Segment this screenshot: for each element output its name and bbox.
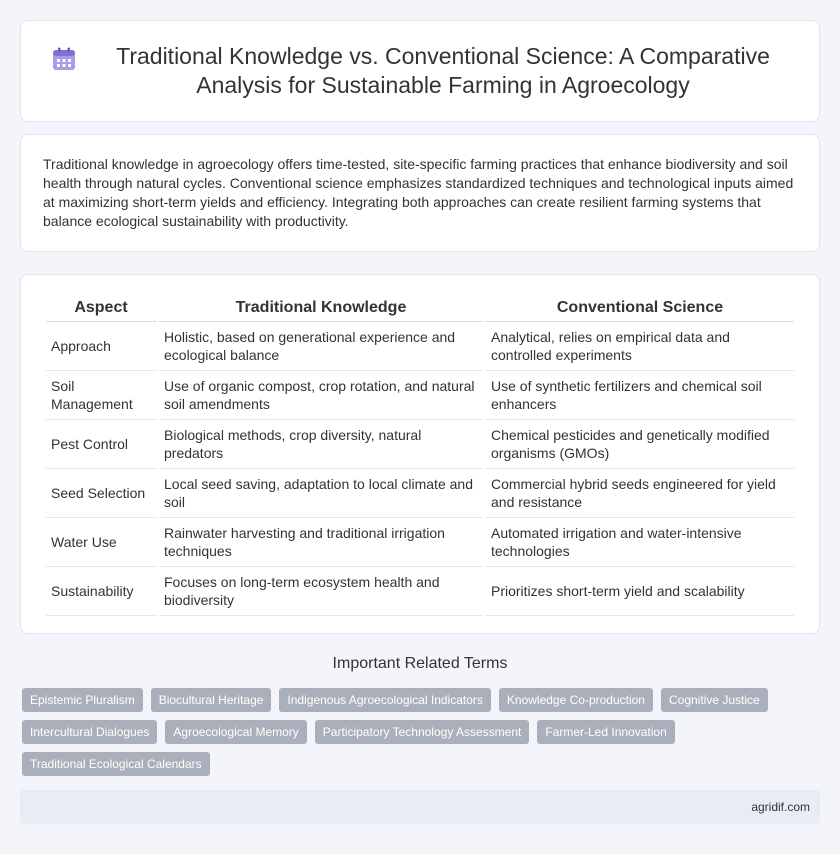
term-tag[interactable]: Biocultural Heritage [151, 688, 272, 712]
table-row [46, 567, 794, 616]
related-terms-list [22, 688, 812, 784]
page-title: Traditional Knowledge vs. Conventional Science: A Comparative Analysis for Sustainable Farming in Agroecology [116, 43, 770, 98]
cell-conventional: Chemical pesticides and genetically modified organisms (GMOs) [486, 420, 794, 469]
cell-aspect: Sustainability [46, 567, 156, 616]
table-row [46, 420, 794, 469]
comparison-table-card [20, 274, 820, 634]
cell-conventional: Commercial hybrid seeds engineered for yield and resistance [486, 469, 794, 518]
term-tag[interactable]: Knowledge Co-production [499, 688, 653, 712]
cell-traditional: Use of organic compost, crop rotation, and natural soil amendments [159, 371, 483, 420]
comparison-table [43, 293, 797, 616]
term-tag[interactable]: Epistemic Pluralism [22, 688, 143, 712]
term-tag[interactable]: Traditional Ecological Calendars [22, 752, 210, 776]
calendar-icon [51, 46, 77, 72]
cell-traditional: Rainwater harvesting and traditional irrigation techniques [159, 518, 483, 567]
cell-aspect: Approach [46, 322, 156, 371]
footer [20, 790, 820, 824]
cell-aspect: Water Use [46, 518, 156, 567]
cell-conventional: Prioritizes short-term yield and scalability [486, 567, 794, 616]
term-tag[interactable]: Intercultural Dialogues [22, 720, 157, 744]
term-tag[interactable]: Agroecological Memory [165, 720, 306, 744]
term-tag[interactable]: Cognitive Justice [661, 688, 768, 712]
term-tag[interactable]: Participatory Technology Assessment [315, 720, 530, 744]
table-row [46, 518, 794, 567]
title-card [20, 20, 820, 122]
table-row [46, 322, 794, 371]
table-row [46, 469, 794, 518]
cell-aspect: Seed Selection [46, 469, 156, 518]
intro-paragraph: Traditional knowledge in agroecology offers time-tested, site-specific farming practices that enhance biodiversity and soil health through natural cycles. Conventional science emphasizes standardized techniques and technological inputs aimed at maximizing short-term yields and efficiency. Integrating both approaches can create resilient farming systems that balance ecological sustainability with productivity. [43, 156, 794, 229]
table-row [46, 371, 794, 420]
cell-traditional: Biological methods, crop diversity, natural predators [159, 420, 483, 469]
table-header-row [46, 293, 794, 322]
cell-conventional: Automated irrigation and water-intensive technologies [486, 518, 794, 567]
cell-conventional: Analytical, relies on empirical data and controlled experiments [486, 322, 794, 371]
column-header-traditional: Traditional Knowledge [159, 293, 483, 322]
cell-conventional: Use of synthetic fertilizers and chemical soil enhancers [486, 371, 794, 420]
title-wrap [51, 42, 789, 100]
footer-site-link[interactable]: agridif.com [751, 800, 810, 814]
intro-card [20, 134, 820, 252]
cell-traditional: Local seed saving, adaptation to local climate and soil [159, 469, 483, 518]
term-tag[interactable]: Indigenous Agroecological Indicators [279, 688, 490, 712]
related-terms-heading: Important Related Terms [332, 655, 508, 672]
cell-traditional: Focuses on long-term ecosystem health and biodiversity [159, 567, 483, 616]
term-tag[interactable]: Farmer-Led Innovation [537, 720, 674, 744]
cell-traditional: Holistic, based on generational experience and ecological balance [159, 322, 483, 371]
cell-aspect: Pest Control [46, 420, 156, 469]
cell-aspect: Soil Management [46, 371, 156, 420]
column-header-conventional: Conventional Science [486, 293, 794, 322]
column-header-aspect: Aspect [46, 293, 156, 322]
